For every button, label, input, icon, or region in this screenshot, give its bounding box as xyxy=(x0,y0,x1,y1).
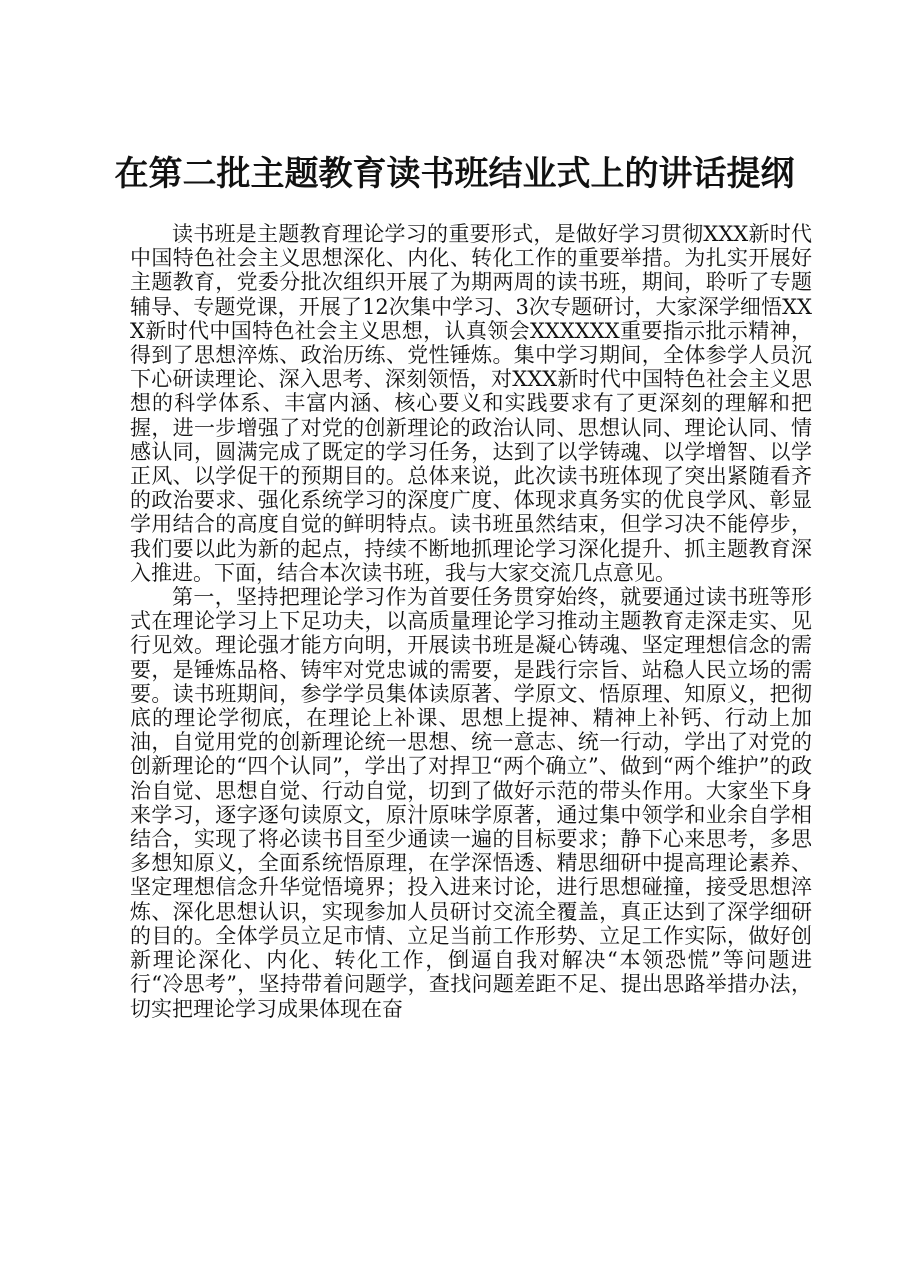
paragraph-intro: 读书班是主题教育理论学习的重要形式，是做好学习贯彻XXX新时代中国特色社会主义思想深化、内化、转化工作的重要举措。为扎实开展好主题教育，党委分批次组织开展了为期两周的读书班，期间，聆听了专题辅导、专题党课，开展了12次集中学习、3次专题研讨，大家深学细悟XXX新时代中国特色社会主义思想，认真领会XXXXXX重要指示批示精神，得到了思想淬炼、政治历练、党性锤炼。集中学习期间，全体参学人员沉下心研读理论、深入思考、深刻领悟，对XXX新时代中国特色社会主义思想的科学体系、丰富内涵、核心要义和实践要求有了更深刻的理解和把握，进一步增强了对党的创新理论的政治认同、思想认同、理论认同、情感认同，圆满完成了既定的学习任务，达到了以学铸魂、以学增智、以学正风、以学促干的预期目的。总体来说，此次读书班体现了突出紧随看齐的政治要求、强化系统学习的深度广度、体现求真务实的优良学风、彰显学用结合的高度自觉的鲜明特点。读书班虽然结束，但学习决不能停步，我们要以此为新的起点，持续不断地抓理论学习深化提升、抓主题教育深入推进。下面，结合本次读书班，我与大家交流几点意见。 xyxy=(130,222,812,585)
document-body xyxy=(130,222,812,1021)
document-title: 在第二批主题教育读书班结业式上的讲话提纲 xyxy=(114,154,795,194)
paragraph-first-point: 第一，坚持把理论学习作为首要任务贯穿始终，就要通过读书班等形式在理论学习上下足功夫，以高质量理论学习推动主题教育走深走实、见行见效。理论强才能方向明，开展读书班是凝心铸魂、坚定理想信念的需要，是锤炼品格、铸牢对党忠诚的需要，是践行宗旨、站稳人民立场的需要。读书班期间，参学学员集体读原著、学原文、悟原理、知原义，把彻底的理论学彻底，在理论上补课、思想上提神、精神上补钙、行动上加油，自觉用党的创新理论统一思想、统一意志、统一行动，学出了对党的创新理论的“四个认同”，学出了对捍卫“两个确立”、做到“两个维护”的政治自觉、思想自觉、行动自觉，切到了做好示范的带头作用。大家坐下身来学习，逐字逐句读原文，原汁原味学原著，通过集中领学和业余自学相结合，实现了将必读书目至少通读一遍的目标要求；静下心来思考，多思多想知原义，全面系统悟原理，在学深悟透、精思细研中提高理论素养、坚定理想信念升华觉悟境界；投入进来讨论，进行思想碰撞，接受思想淬炼、深化思想认识，实现参加人员研讨交流全覆盖，真正达到了深学细研的目的。全体学员立足市情、立足当前工作形势、立足工作实际，做好创新理论深化、内化、转化工作，倒逼自我对解决“本领恐慌”等问题进行“冷思考”，坚持带着问题学，查找问题差距不足、提出思路举措办法，切实把理论学习成果体现在奋 xyxy=(130,585,812,1021)
